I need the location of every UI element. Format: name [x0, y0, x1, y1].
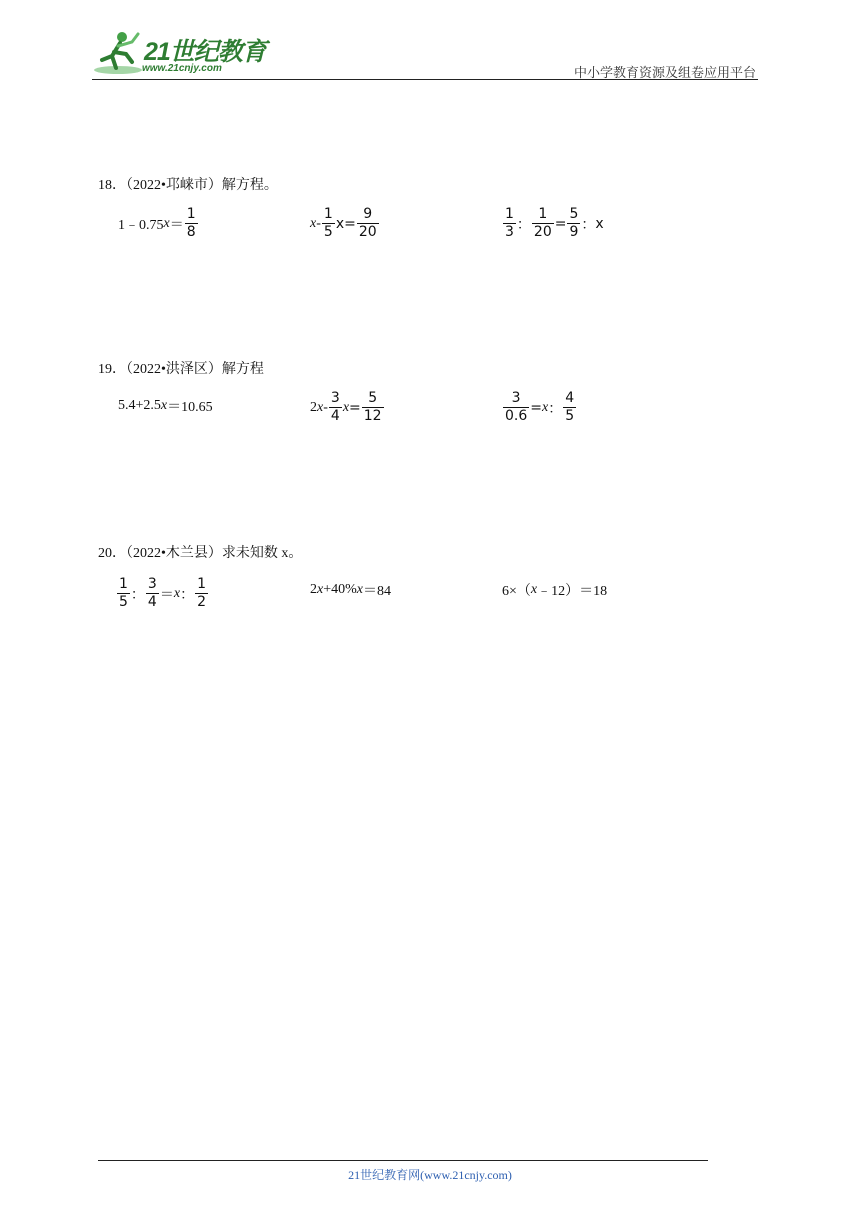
q19-eq3-equals: =: [530, 399, 542, 416]
q18-eq3-fraction-1: [503, 206, 516, 241]
q20-eq2-rest: ＝84: [363, 584, 391, 599]
q18-eq2-fraction-1: [322, 206, 335, 241]
q18-eq2-x-equals: x=: [335, 215, 356, 232]
denominator: 8: [186, 224, 196, 240]
denominator: 0.6: [505, 408, 528, 424]
q20-eq1-x: x: [173, 585, 181, 601]
q18-eq1-fraction: [185, 206, 198, 241]
q20-eq1-fraction-3: [195, 576, 208, 611]
header-platform-text: 中小学教育资源及组卷应用平台: [573, 65, 756, 80]
q18-eq2-x: x: [310, 215, 317, 231]
q19-eq2-fraction-2: [362, 390, 384, 425]
numerator: 5: [368, 390, 378, 406]
denominator: 4: [147, 594, 157, 610]
question-19-title: 19．（2022•洪泽区）解方程: [98, 362, 264, 377]
denominator: 5: [565, 408, 575, 424]
q20-eq2-coef: 2: [310, 582, 317, 597]
numerator: 1: [505, 206, 514, 222]
q18-eq3-equals: =: [554, 215, 567, 232]
q20-eq1-equals: ＝: [159, 587, 174, 603]
q19-eq1-x: x: [160, 398, 168, 413]
q18-eq3-colon-1: ：: [516, 216, 531, 233]
q19-eq2-x2: x: [342, 399, 350, 415]
q19-eq1-rest: ＝10.65: [167, 400, 213, 415]
q19-equation-2: [310, 390, 385, 425]
q18-eq1-x: x: [163, 215, 170, 231]
q18-eq2-minus: -: [316, 215, 321, 231]
q20-eq1-fraction-2: [146, 576, 159, 611]
q19-eq2-equals: =: [349, 399, 361, 416]
q20-equation-3: [502, 580, 607, 600]
denominator: 4: [330, 408, 340, 424]
numerator: 1: [323, 206, 333, 222]
numerator: 1: [119, 576, 128, 592]
q19-eq3-x: x: [542, 399, 549, 415]
q20-eq3-rest: ﹣12）＝18: [537, 584, 608, 599]
q20-eq1-colon-2: ：: [180, 587, 195, 603]
q19-eq3-fraction-1: [503, 390, 529, 425]
q20-eq2-x: x: [317, 582, 324, 597]
q18-eq3-fraction-2: [532, 206, 554, 241]
q20-equation-2: [310, 580, 391, 600]
q18-equation-2: [310, 206, 380, 241]
q18-eq3-fraction-3: [567, 206, 580, 241]
q19-eq3-fraction-2: [563, 390, 576, 425]
q20-equation-1: [116, 576, 209, 611]
numerator: 1: [538, 206, 548, 222]
q20-eq1-fraction-1: [117, 576, 130, 611]
page-header: [0, 0, 860, 80]
q20-eq1-colon-1: ：: [130, 587, 145, 603]
q19-eq1-prefix: 5.4+2.5: [118, 398, 161, 413]
numerator: 4: [565, 390, 575, 406]
footer-divider: [98, 1160, 708, 1161]
q18-eq1-equals: ＝: [169, 217, 184, 233]
denominator: 5: [323, 224, 333, 240]
q19-eq2-fraction-1: [329, 390, 342, 425]
denominator: 5: [119, 594, 128, 610]
logo: [92, 30, 266, 80]
q20-eq3-x: x: [530, 582, 538, 597]
q19-equation-1: [118, 396, 213, 416]
q19-eq2-x: x: [317, 399, 324, 415]
q20-eq3-prefix: 6×（: [502, 584, 531, 599]
q18-equation-3: [502, 206, 604, 241]
numerator: 1: [197, 576, 206, 592]
denominator: 20: [358, 224, 377, 240]
q20-eq2-x2: x: [356, 582, 363, 597]
q19-eq2-minus: -: [323, 399, 328, 415]
q20-eq2-plus: +40%: [323, 582, 357, 597]
numerator: 1: [186, 206, 196, 222]
numerator: 5: [569, 206, 579, 222]
logo-text: 21世纪教育: [144, 38, 266, 66]
q18-eq1-prefix: 1﹣0.75: [118, 217, 164, 233]
denominator: 20: [533, 224, 552, 240]
numerator: 9: [363, 206, 373, 222]
denominator: 9: [569, 224, 579, 240]
numerator: 3: [147, 576, 157, 592]
denominator: 12: [363, 408, 382, 424]
numerator: 3: [511, 390, 521, 406]
header-divider: [92, 79, 758, 80]
logo-url: www.21cnjy.com: [142, 63, 222, 74]
denominator: 2: [197, 594, 206, 610]
denominator: 3: [505, 224, 514, 240]
q19-equation-3: [502, 390, 577, 425]
q18-eq3-colon-2: ：: [581, 216, 596, 233]
q18-eq3-x: x: [595, 215, 604, 232]
footer-link[interactable]: 21世纪教育网(www.21cnjy.com): [348, 1168, 512, 1182]
q19-eq3-colon: ：: [548, 401, 563, 417]
question-20-title: 20．（2022•木兰县）求未知数 x。: [98, 546, 303, 561]
numerator: 3: [330, 390, 340, 406]
runner-logo-icon: [92, 30, 142, 76]
question-18-title: 18．（2022•邛崃市）解方程。: [98, 178, 278, 193]
q18-eq2-fraction-2: [357, 206, 379, 241]
q18-equation-1: [118, 206, 199, 241]
q19-eq2-coef: 2: [310, 399, 317, 415]
